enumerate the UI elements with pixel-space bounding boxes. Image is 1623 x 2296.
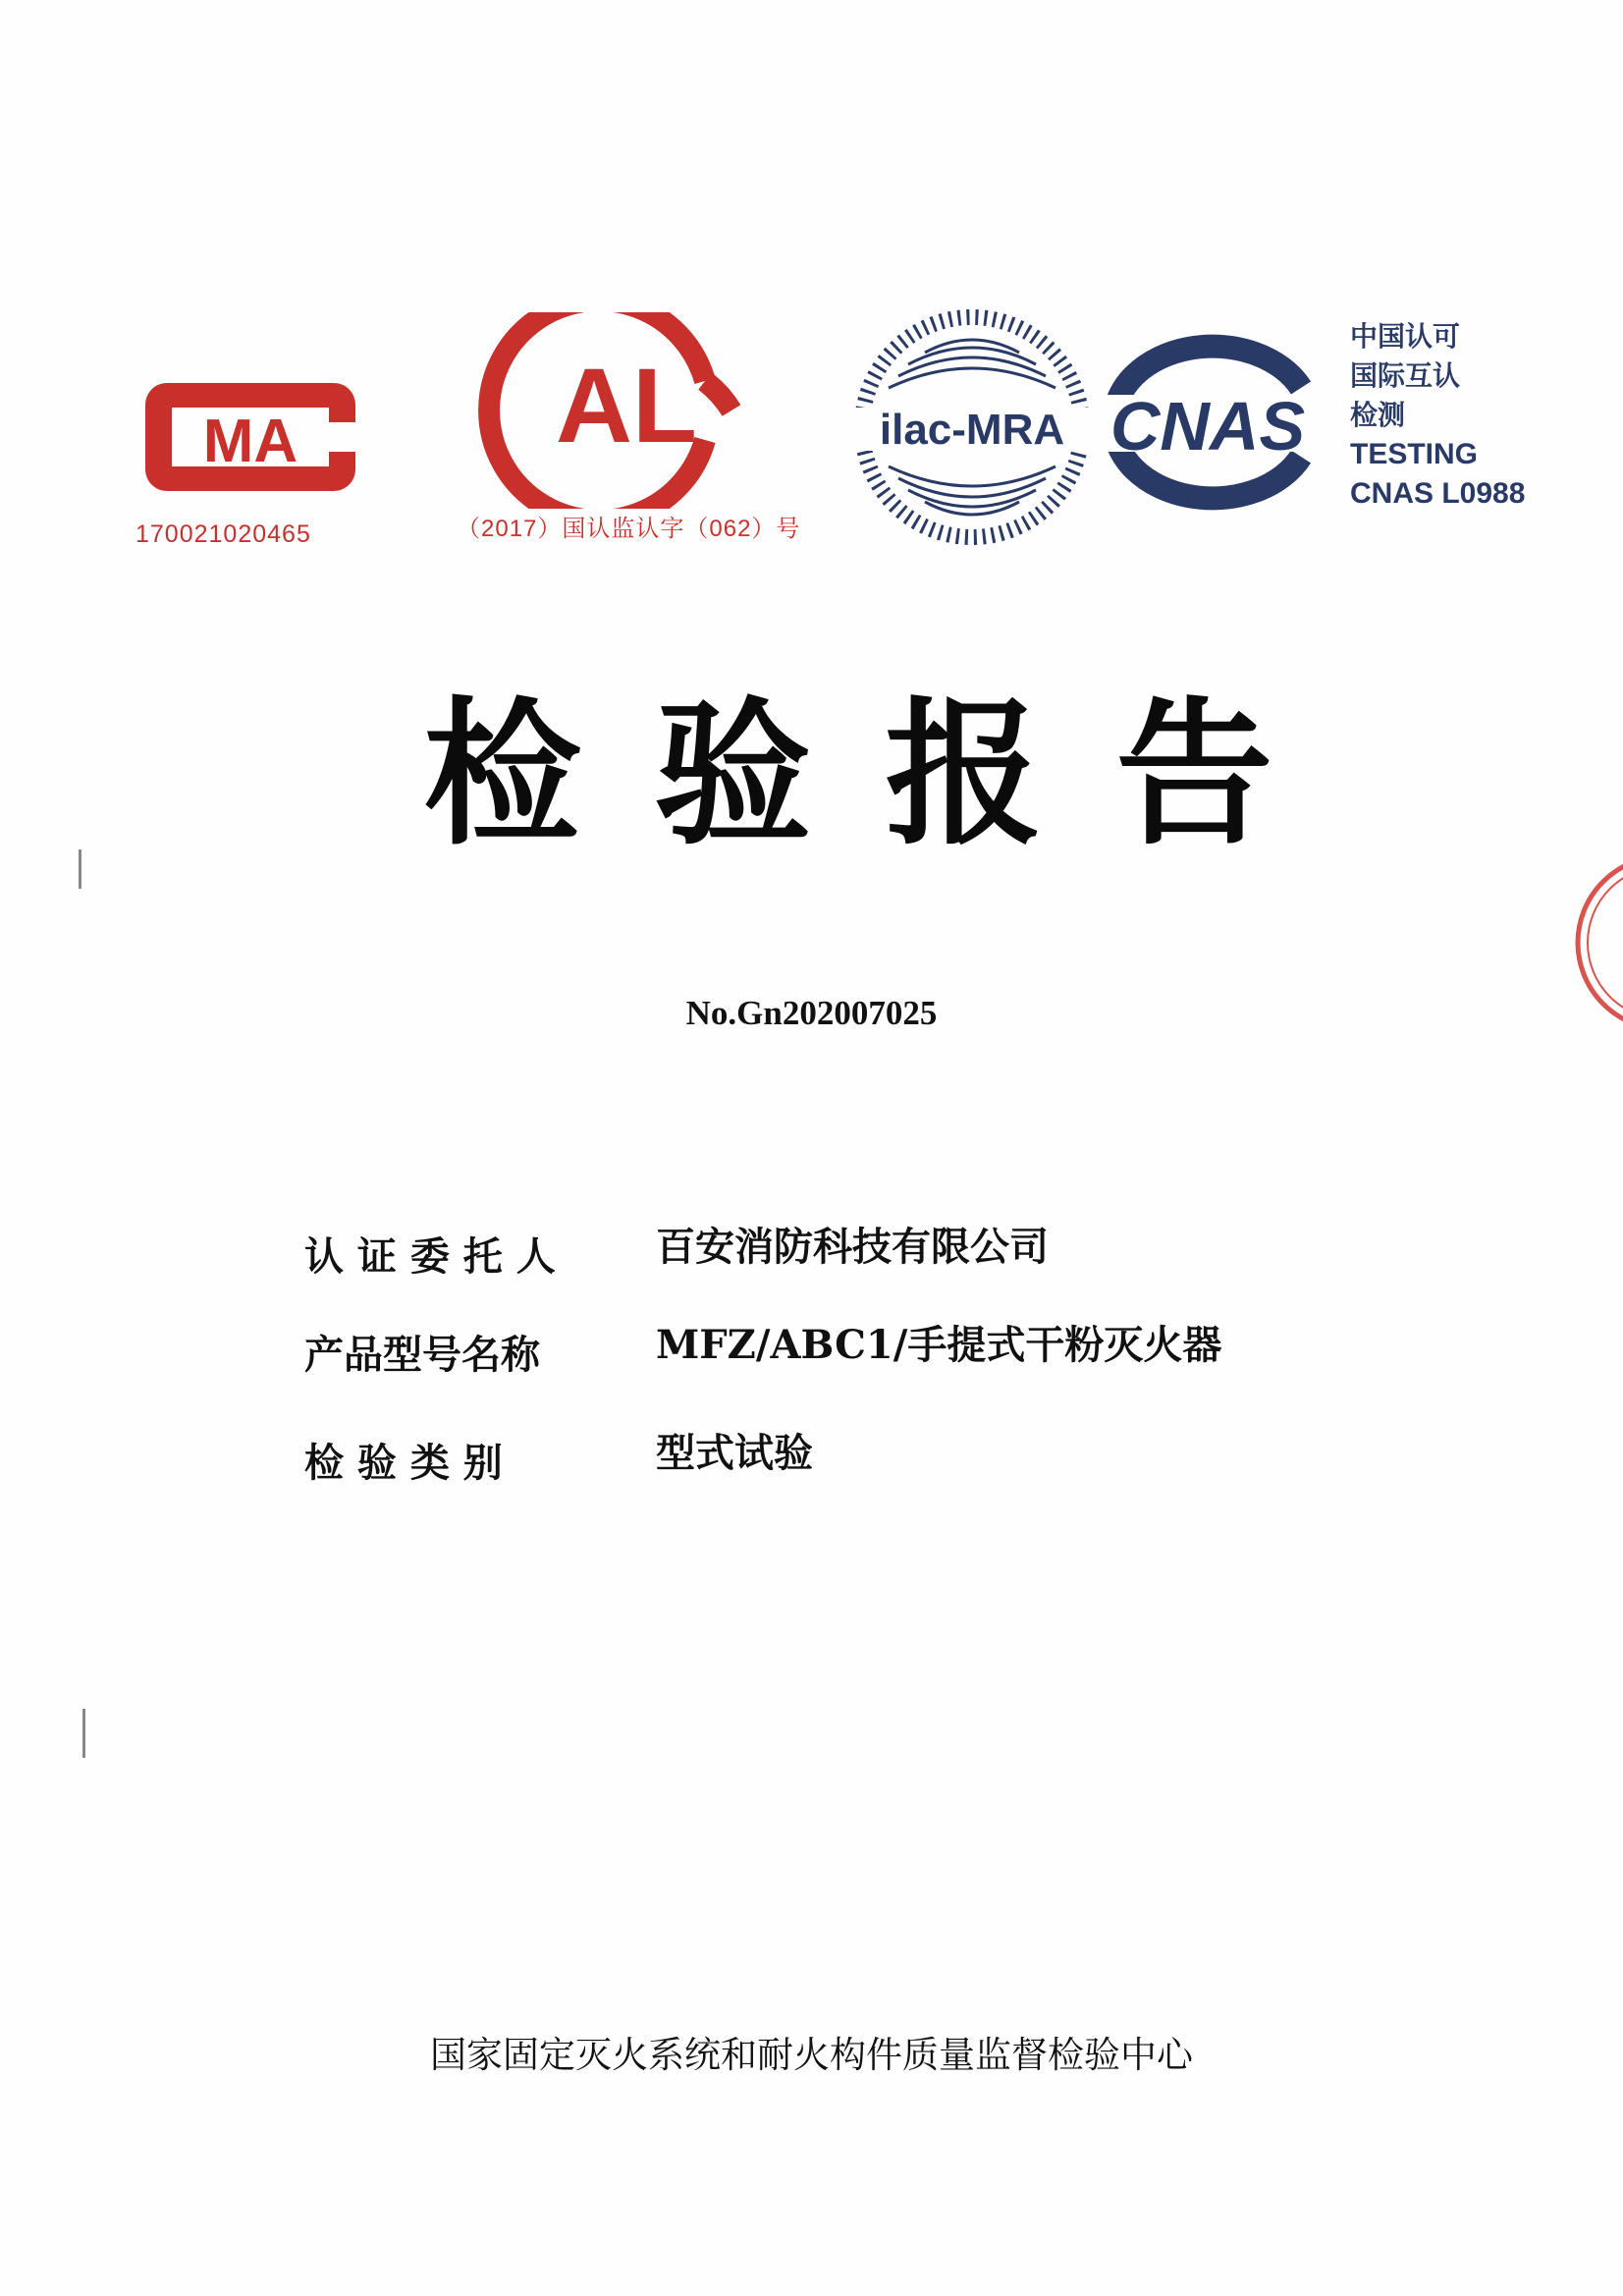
scan-mark xyxy=(79,849,81,889)
cnas-line-3: 检测 xyxy=(1350,399,1406,431)
cnas-accreditation-text xyxy=(1350,317,1525,514)
cma-number: 170021020465 xyxy=(135,520,311,548)
cnas-text: CNAS xyxy=(1109,388,1306,465)
scan-mark xyxy=(82,1709,85,1758)
report-title: 检验报告 xyxy=(423,683,1347,866)
cal-mark-icon xyxy=(442,312,815,509)
cma-glyph: MA xyxy=(202,408,298,475)
issuing-authority: 国家固定灭火系统和耐火构件质量监督检验中心 xyxy=(430,2034,1193,2076)
cnas-line-1: 中国认可 xyxy=(1350,320,1461,353)
report-number: No.Gn202007025 xyxy=(685,994,938,1032)
cnas-mark-icon xyxy=(1090,324,1325,520)
cal-cert-number: （2017）国认监认字（062）号 xyxy=(457,516,801,542)
field-value-inspection-type: 型式试验 xyxy=(656,1430,813,1476)
cnas-line-5: CNAS L0988 xyxy=(1350,477,1526,510)
ilac-mra-logo xyxy=(854,309,1090,545)
cnas-line-2: 国际互认 xyxy=(1350,359,1461,392)
field-label-product: 产品型号名称 xyxy=(304,1333,540,1378)
cnas-line-4: TESTING xyxy=(1350,438,1479,470)
cal-glyph: AL xyxy=(556,346,697,465)
cnas-logo xyxy=(1090,324,1325,520)
field-label-client: 认 证 委 托 人 xyxy=(304,1234,556,1280)
cma-mark-icon xyxy=(128,363,373,511)
ilac-mra-icon xyxy=(854,309,1090,545)
field-label-inspection-type: 检 验 类 别 xyxy=(304,1441,503,1486)
cal-logo xyxy=(442,312,815,548)
cma-logo xyxy=(128,363,373,550)
ilac-mra-text: ilac-MRA xyxy=(879,406,1065,454)
seal-stamp-icon xyxy=(1566,845,1623,1041)
field-value-client: 百安消防科技有限公司 xyxy=(656,1224,1049,1270)
field-value-product: MFZ/ABC1/手提式干粉灭火器 xyxy=(656,1322,1222,1368)
